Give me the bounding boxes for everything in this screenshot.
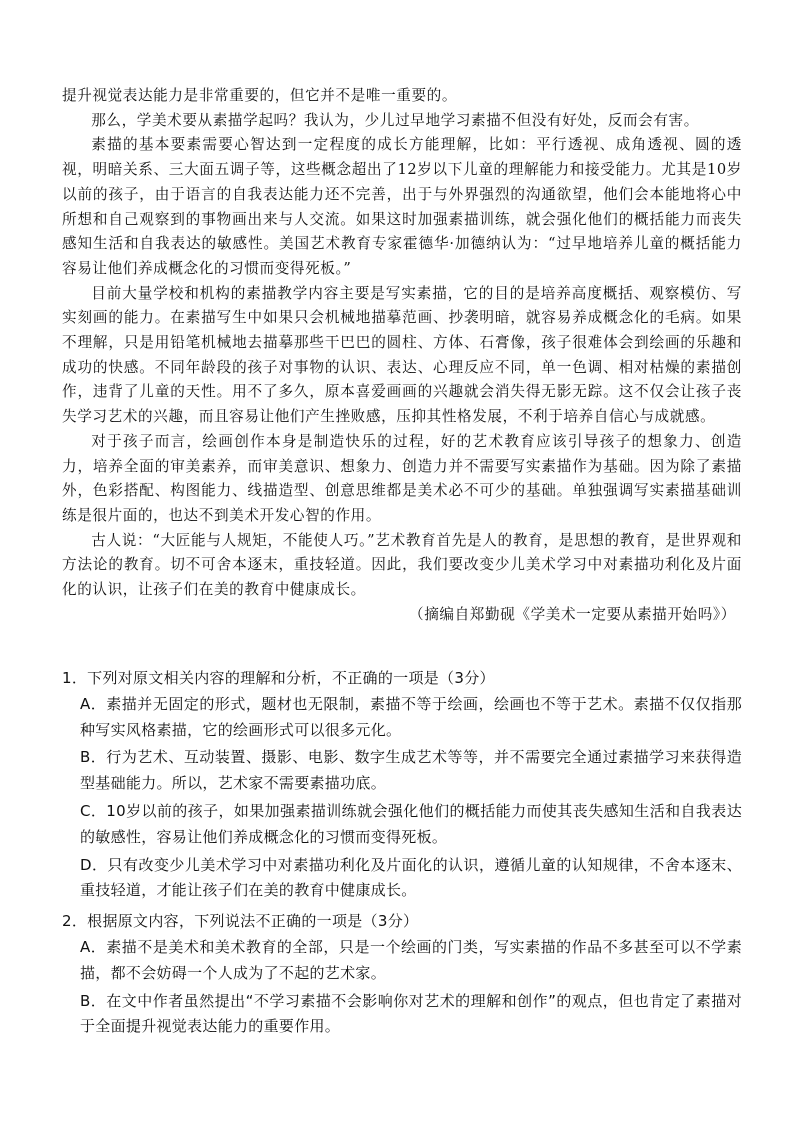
passage-paragraph-3: 素描的基本要素需要心智达到一定程度的成长方能理解，比如：平行透视、成角透视、圆的透视，明暗关系、三大面五调子等，这些概念超出了12岁以下儿童的理解能力和接受能力。尤其是10岁以前的孩子，由于语言的自我表达能力还不完善，出于与外界强烈的沟通欲望，他们会本能地将心中所想和自己观察到的事物画出来与人交流。如果这时加强素描训练，就会强化他们的概括能力而丧失感知生活和自我表达的敏感性。美国艺术教育专家霍德华·加德纳认为：“过早地培养儿童的概括能力容易让他们养成概念化的习惯而变得死板。” (62, 136, 742, 277)
question-stem: 1．下列对原文相关内容的理解和分析，不正确的一项是（3分） (62, 669, 495, 687)
question-2 (62, 909, 742, 1040)
question-stem: 2．根据原文内容，下列说法不正确的一项是（3分） (62, 912, 419, 931)
passage-source: （摘编自郑勤砚《学美术一定要从素描开始吗》） (409, 605, 736, 623)
passage-paragraph-2: 那么，学美术要从素描学起吗？我认为，少儿过早地学习素描不但没有好处，反而会有害。 (91, 111, 699, 129)
question-list (62, 666, 742, 1045)
question-1-option-b: B．行为艺术、互动装置、摄影、电影、数字生成艺术等等，并不需要完全通过素描学习来获得造型基础能力。所以，艺术家不需要素描功底。 (80, 748, 742, 793)
passage-paragraph-1: 提升视觉表达能力是非常重要的，但它并不是唯一重要的。 (62, 87, 458, 104)
passage-paragraph-5: 对于孩子而言，绘画创作本身是制造快乐的过程，好的艺术教育应该引导孩子的想象力、创造力，培养全面的审美素养，而审美意识、想象力、创造力并不需要写实素描作为基础。因为除了素描外，色彩搭配、构图能力、线描造型、创意思维都是美术必不可少的基础。单独强调写实素描基础训练是很片面的，也达不到美术开发心智的作用。 (62, 432, 742, 524)
question-2-option-b: B．在文中作者虽然提出“不学习素描不会影响你对艺术的理解和创作”的观点，但也肯定了素描对于全面提升视觉表达能力的重要作用。 (80, 991, 742, 1036)
question-1-option-a: A．素描并无固定的形式，题材也无限制，素描不等于绘画，绘画也不等于艺术。素描不仅仅指那种写实风格素描，它的绘画形式可以很多元化。 (80, 694, 742, 739)
question-2-option-a: A．素描不是美术和美术教育的全部，只是一个绘画的门类，写实素描的作品不多甚至可以不学素描，都不会妨碍一个人成为了不起的艺术家。 (80, 937, 742, 982)
passage-paragraph-4: 目前大量学校和机构的素描教学内容主要是写实素描，它的目的是培养高度概括、观察模仿、写实刻画的能力。在素描写生中如果只会机械地描摹范画、抄袭明暗，就容易养成概念化的毛病。如果不理解，只是用铅笔机械地去描摹那些干巴巴的圆柱、方体、石膏像，孩子很难体会到绘画的乐趣和成功的快感。不同年龄段的孩子对事物的认识、表达、心理反应不同，单一色调、相对枯燥的素描创作，违背了儿童的天性。用不了多久，原本喜爱画画的兴趣就会消失得无影无踪。这不仅会让孩子丧失学习艺术的兴趣，而且容易让他们产生挫败感，压抑其性格发展，不利于培养自信心与成就感。 (62, 284, 742, 426)
passage-paragraph-6: 古人说：“大匠能与人规矩，不能使人巧。”艺术教育首先是人的教育，是思想的教育，是世界观和方法论的教育。切不可舍本逐末，重技轻道。因此，我们要改变少儿美术学习中对素描功利化及片面化的认识，让孩子们在美的教育中健康成长。 (62, 531, 742, 599)
question-1-option-c: C．10岁以前的孩子，如果加强素描训练就会强化他们的概括能力而使其丧失感知生活和自我表达的敏感性，容易让他们养成概念化的习惯而变得死板。 (80, 801, 742, 846)
question-1-option-d: D．只有改变少儿美术学习中对素描功利化及片面化的认识，遵循儿童的认知规律，不舍本逐末、重技轻道，才能让孩子们在美的教育中健康成长。 (80, 855, 742, 900)
reading-passage (62, 84, 742, 627)
question-1 (62, 666, 742, 904)
